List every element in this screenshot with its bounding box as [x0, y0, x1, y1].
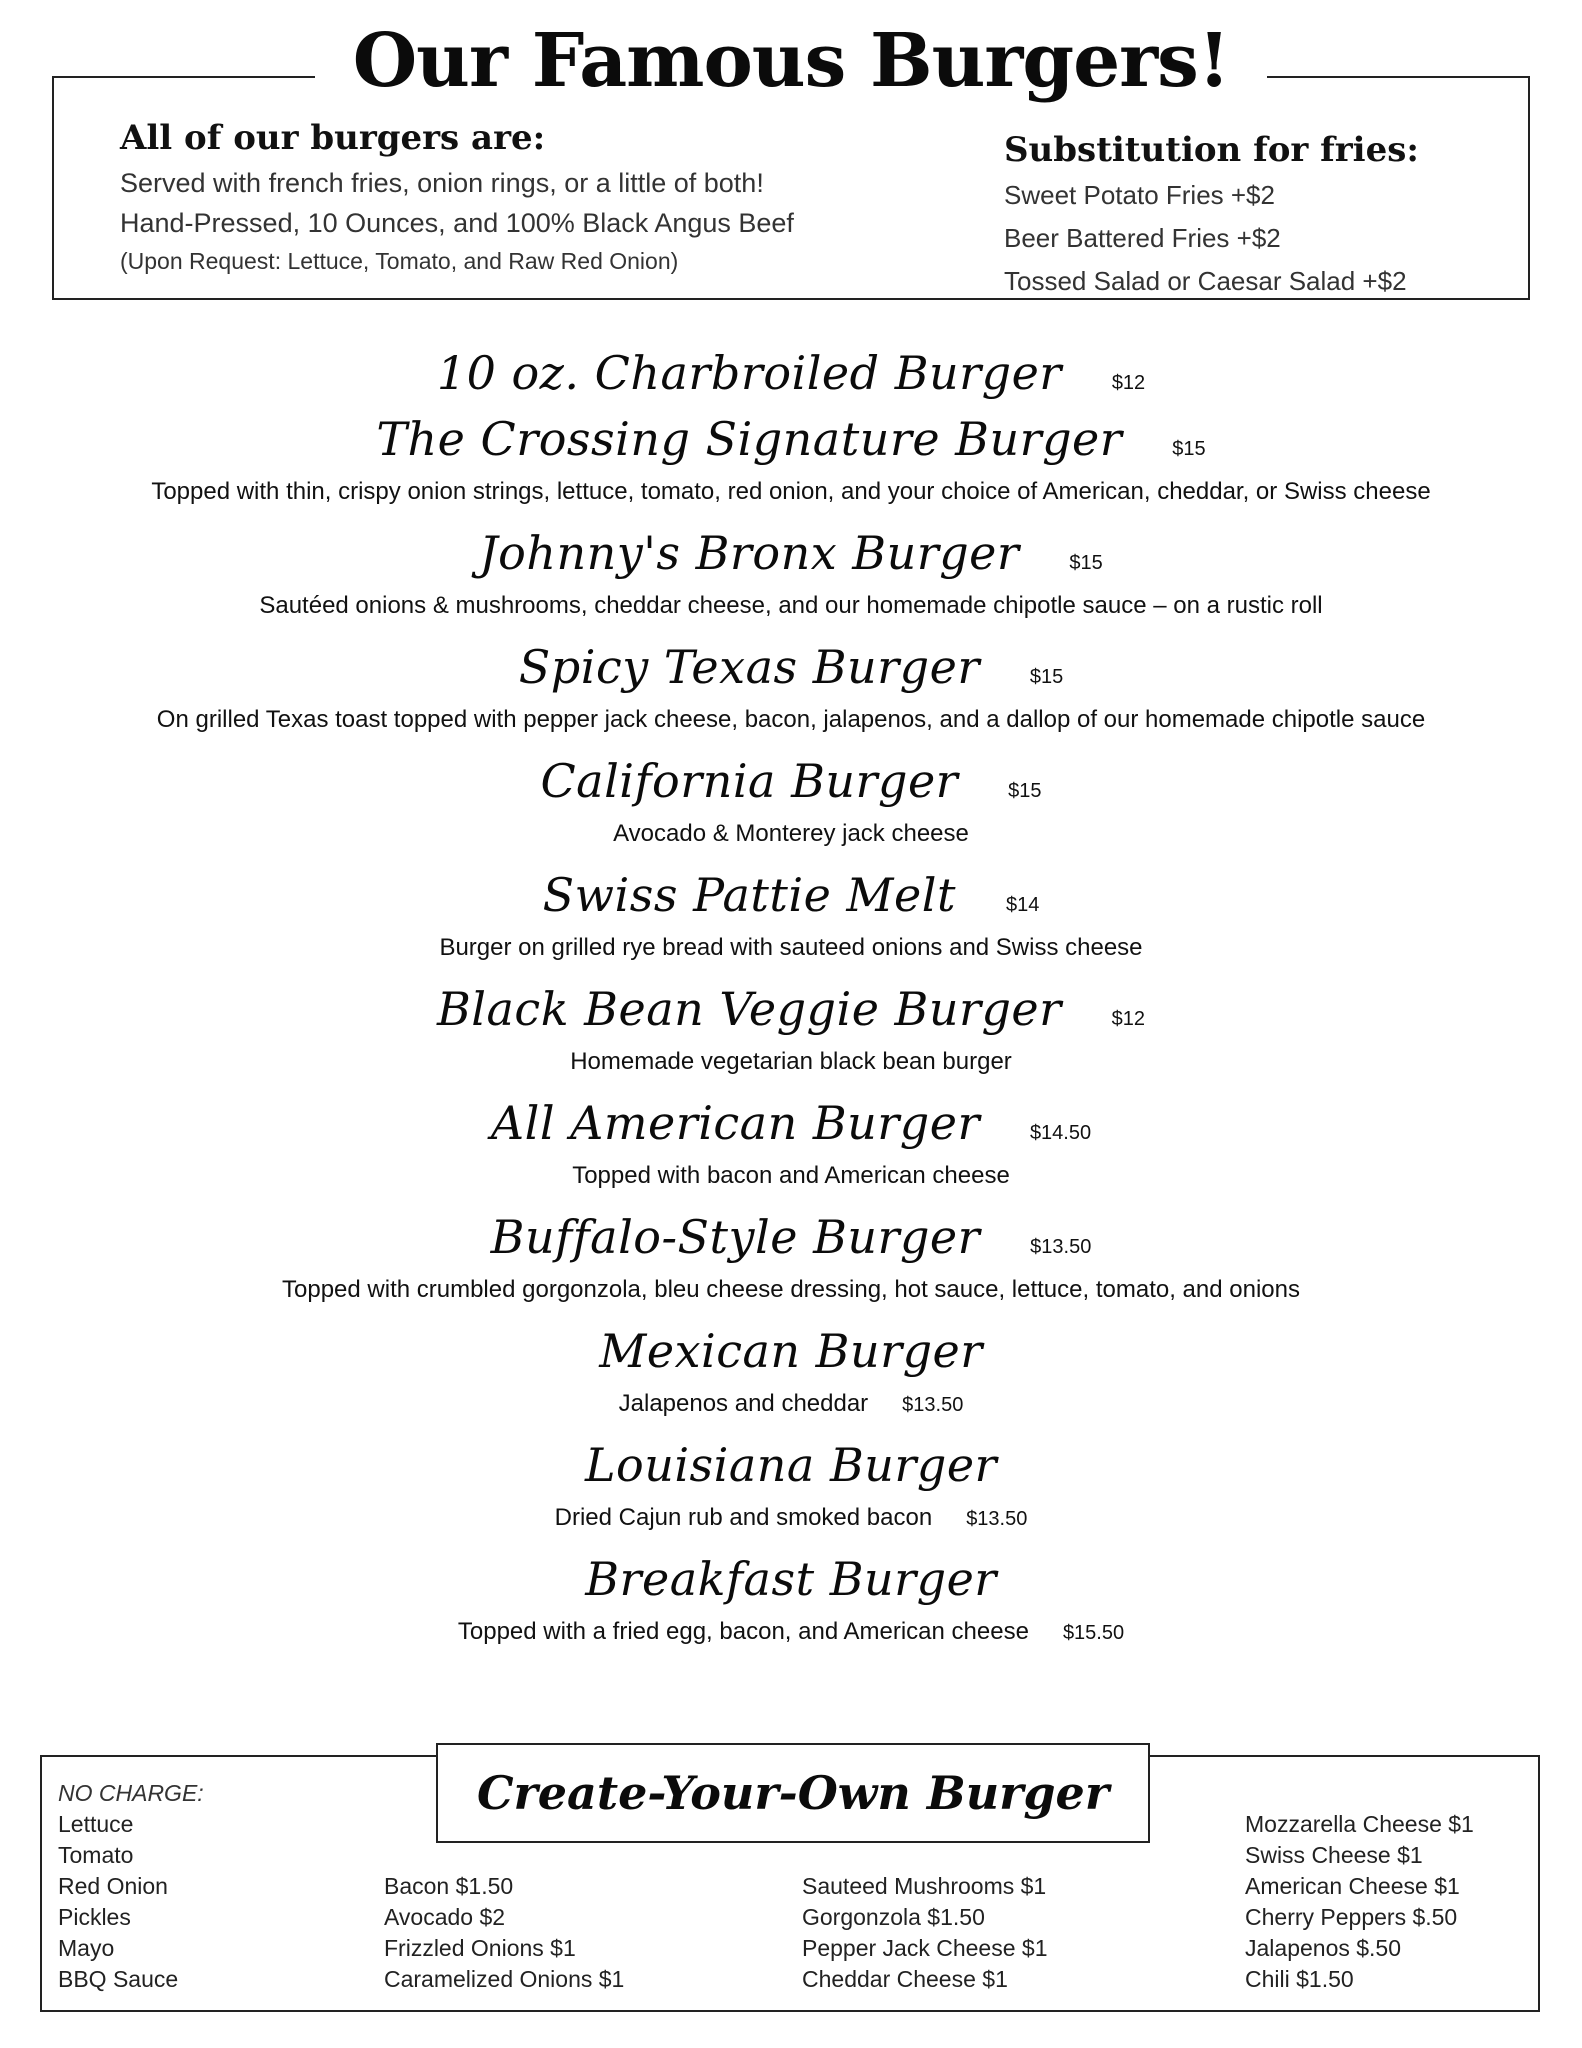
burger-price: $13.50: [1030, 1236, 1092, 1258]
burger-price: $15: [1069, 552, 1103, 574]
burger-item: [0, 1090, 1582, 1204]
burger-list: [0, 340, 1582, 1660]
burger-item: [0, 1546, 1582, 1660]
burger-name: California Burger: [540, 754, 959, 808]
burger-price: $12: [1111, 372, 1146, 394]
substitution-line: Tossed Salad or Caesar Salad +$2: [1004, 266, 1407, 296]
burger-description: Homemade vegetarian black bean burger: [570, 1048, 1012, 1075]
topping-item: Mayo: [58, 1935, 115, 1961]
topping-item: Tomato: [58, 1842, 134, 1868]
burger-price: $15: [1172, 438, 1206, 460]
burger-name: Breakfast Burger: [585, 1552, 997, 1606]
burger-price: $15.50: [1062, 1622, 1125, 1644]
burger-name: Black Bean Veggie Burger: [436, 982, 1062, 1036]
burger-name: Swiss Pattie Melt: [542, 868, 956, 922]
burger-item: [0, 634, 1582, 748]
burger-description: Avocado & Monterey jack cheese: [613, 820, 969, 847]
topping-item: Chili $1.50: [1245, 1966, 1354, 1992]
topping-item: Cherry Peppers $.50: [1245, 1904, 1458, 1930]
burger-price: $14.50: [1029, 1122, 1092, 1144]
substitution-heading: Substitution for fries:: [1004, 130, 1419, 170]
info-line: Served with french fries, onion rings, or a little of both!: [120, 168, 764, 198]
request-note: (Upon Request: Lettuce, Tomato, and Raw Red Onion): [120, 248, 679, 274]
burger-item: [0, 1318, 1582, 1432]
topping-item: Frizzled Onions $1: [384, 1935, 576, 1961]
burger-price: $14: [1005, 894, 1040, 916]
burger-name: All American Burger: [490, 1096, 980, 1150]
burger-name: Johnny's Bronx Burger: [479, 526, 1020, 580]
topping-item: Jalapenos $.50: [1245, 1935, 1402, 1961]
burger-description: Sautéed onions & mushrooms, cheddar cheese, and our homemade chipotle sauce – on a rustic roll: [259, 592, 1323, 619]
burger-price: $15: [1029, 666, 1064, 688]
create-your-own-header: [436, 1743, 1150, 1843]
burger-price: $13.50: [966, 1508, 1028, 1530]
burger-item: [0, 406, 1582, 520]
burger-description: Jalapenos and cheddar: [618, 1390, 869, 1417]
topping-item: American Cheese $1: [1245, 1873, 1460, 1899]
info-line: Hand-Pressed, 10 Ounces, and 100% Black Angus Beef: [120, 208, 794, 238]
topping-item: Cheddar Cheese $1: [802, 1966, 1008, 1992]
burger-item: [0, 748, 1582, 862]
all-burgers-heading: All of our burgers are:: [120, 118, 546, 158]
burger-price: $13.50: [902, 1394, 964, 1416]
topping-item: Sauteed Mushrooms $1: [802, 1873, 1047, 1899]
burger-description: Topped with thin, crispy onion strings, lettuce, tomato, red onion, and your choice of American, cheddar, or Swiss cheese: [151, 478, 1431, 505]
topping-item: Gorgonzola $1.50: [802, 1904, 985, 1930]
burger-price: $15: [1008, 780, 1042, 802]
no-charge-column: [58, 1778, 204, 1995]
burger-item: [0, 1204, 1582, 1318]
burger-description: On grilled Texas toast topped with pepper jack cheese, bacon, jalapenos, and a dallop of our homemade chipotle sauce: [156, 706, 1426, 733]
burger-name: Louisiana Burger: [584, 1438, 998, 1492]
substitution-line: Beer Battered Fries +$2: [1004, 223, 1281, 253]
burger-item: [0, 862, 1582, 976]
burger-description: Topped with bacon and American cheese: [572, 1162, 1010, 1189]
topping-column-3: [802, 1871, 1048, 1995]
topping-item: Mozzarella Cheese $1: [1245, 1811, 1474, 1837]
topping-item: Pepper Jack Cheese $1: [802, 1935, 1048, 1961]
topping-item: Pickles: [58, 1904, 131, 1930]
burger-name: 10 oz. Charbroiled Burger: [436, 346, 1062, 400]
burger-description: Topped with a fried egg, bacon, and American cheese: [457, 1618, 1029, 1645]
topping-item: Avocado $2: [384, 1904, 506, 1930]
burger-name: Mexican Burger: [599, 1324, 983, 1378]
topping-item: Swiss Cheese $1: [1245, 1842, 1423, 1868]
topping-item: Lettuce: [58, 1811, 134, 1837]
topping-item: BBQ Sauce: [58, 1966, 179, 1992]
burger-description: Dried Cajun rub and smoked bacon: [554, 1504, 933, 1531]
topping-column-4: [1245, 1809, 1474, 1995]
burger-name: The Crossing Signature Burger: [376, 412, 1123, 466]
topping-column-2: [384, 1871, 624, 1995]
substitution-line: Sweet Potato Fries +$2: [1004, 180, 1275, 210]
substitution-info: [1004, 130, 1419, 309]
menu-title: Our Famous Burgers!: [0, 18, 1582, 104]
burger-description: Burger on grilled rye bread with sauteed onions and Swiss cheese: [439, 934, 1143, 961]
no-charge-label: NO CHARGE:: [58, 1780, 204, 1806]
topping-item: Bacon $1.50: [384, 1873, 514, 1899]
topping-item: Red Onion: [58, 1873, 168, 1899]
all-burgers-info: [120, 118, 794, 284]
burger-item: [0, 1432, 1582, 1546]
topping-item: Caramelized Onions $1: [384, 1966, 625, 1992]
create-your-own-title: Create-Your-Own Burger: [476, 1766, 1110, 1820]
burger-item: [0, 976, 1582, 1090]
burger-name: Buffalo-Style Burger: [490, 1210, 981, 1264]
burger-item: [0, 520, 1582, 634]
burger-description: Topped with crumbled gorgonzola, bleu cheese dressing, hot sauce, lettuce, tomato, and onions: [282, 1276, 1300, 1303]
burger-item: [0, 340, 1582, 406]
burger-name: Spicy Texas Burger: [518, 640, 980, 694]
burger-price: $12: [1111, 1008, 1146, 1030]
